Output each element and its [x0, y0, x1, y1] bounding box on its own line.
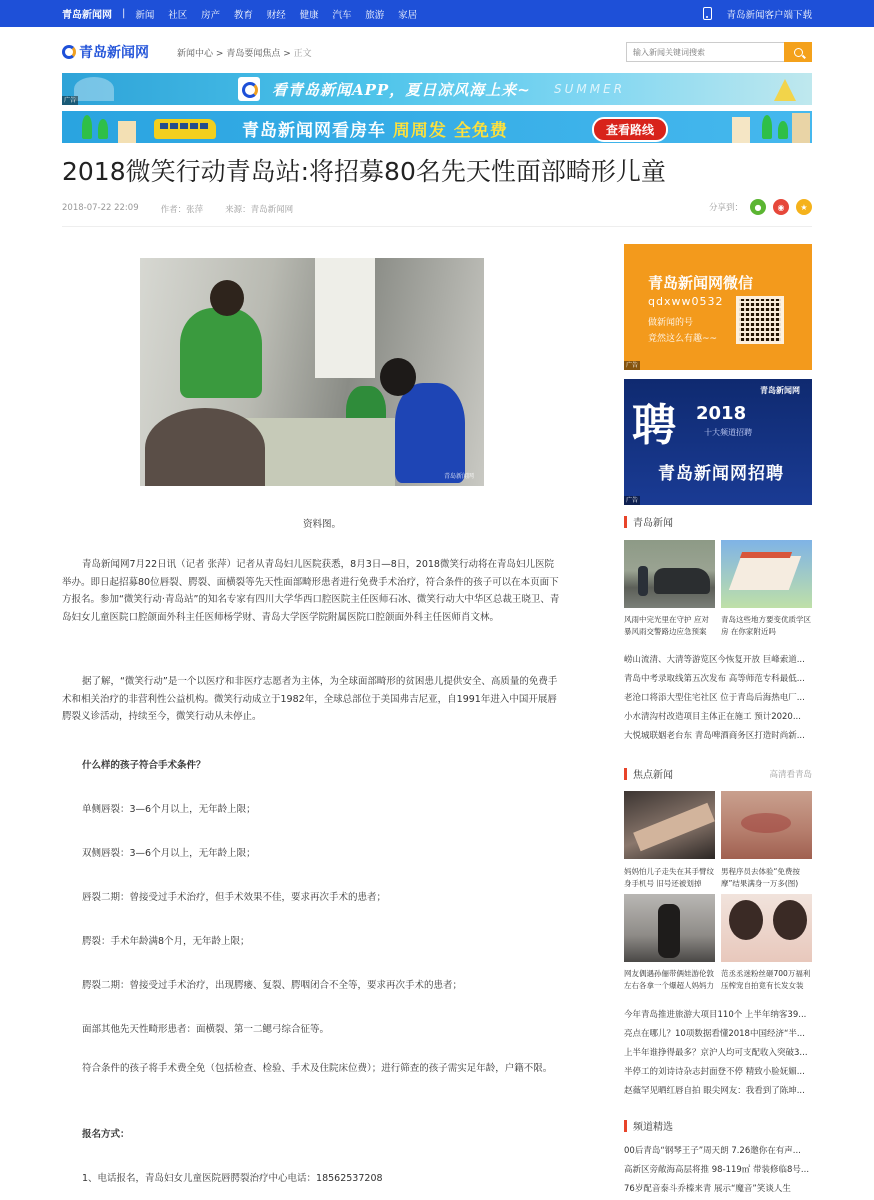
wechat-share-icon[interactable]: ● — [750, 199, 766, 215]
building-shape — [729, 556, 801, 590]
ad-tag: 广告 — [626, 362, 639, 369]
wechat-ad-title: 青岛新闻网微信 — [648, 274, 754, 292]
breadcrumb-sep: > — [215, 48, 224, 59]
article-date: 2018-07-22 22:09 — [62, 203, 139, 213]
list-item[interactable]: 76岁配音泰斗乔榛来青 展示“魔音”笑谈人生 — [624, 1184, 791, 1194]
hair-shape — [729, 900, 763, 940]
house-banner-text-c: 全免费 — [453, 121, 508, 141]
house-car-banner-ad[interactable] — [62, 111, 812, 143]
list-item[interactable]: 亮点在哪儿？10项数据看懂2018中国经济“半... — [624, 1029, 805, 1039]
condition-item: 腭裂：手术年龄满8个月，无年龄上限； — [82, 936, 250, 947]
picks-title: 频道精选 — [633, 1122, 673, 1133]
logo-icon — [62, 45, 76, 59]
search-icon — [794, 48, 803, 57]
list-item[interactable]: 大悦城联姻老台东 青岛啤酒商务区打造时尚新... — [624, 731, 805, 741]
condition-item: 双侧唇裂：3—6个月以上，无年龄上限； — [82, 848, 256, 859]
breadcrumb-news-center[interactable]: 新闻中心 — [177, 48, 214, 59]
top-bar — [0, 0, 874, 27]
signup-phone-line: 1、电话报名，青岛妇女儿童医院唇腭裂治疗中心电话：18562537208 — [82, 1173, 383, 1184]
app-banner-sub: SUMMER — [554, 82, 626, 96]
photo-person — [380, 358, 416, 396]
weibo-share-icon[interactable]: ◉ — [773, 199, 789, 215]
site-logo[interactable] — [62, 42, 149, 62]
logo-text: 青岛新闻网 — [79, 45, 149, 61]
nav-item-auto[interactable]: 汽车 — [332, 9, 352, 21]
condition-item: 腭裂二期：曾接受过手术治疗，出现腭瘘、复裂、腭咽闭合不全等，要求再次手术的患者； — [82, 980, 463, 991]
condition-item: 面部其他先天性畸形患者：面横裂、第一二鳃弓综合征等。 — [82, 1024, 330, 1035]
search-button[interactable] — [784, 42, 812, 62]
thumb-caption[interactable]: 男程序员去体验“免费按摩”结果满身一万多(图) — [721, 867, 800, 888]
phone-icon — [703, 7, 712, 20]
news-thumbnail[interactable] — [721, 894, 812, 962]
list-item[interactable]: 老沧口将添大型住宅社区 位于青岛后海热电厂... — [624, 693, 805, 703]
tree-decoration — [82, 115, 92, 139]
search-box — [626, 42, 812, 62]
article-photo — [140, 258, 484, 486]
list-item[interactable]: 半停工的刘诗诗杂志封面登不停 精致小脸妩媚... — [624, 1067, 805, 1077]
app-download-link[interactable] — [703, 7, 812, 21]
photo-watermark: 青岛新闻网 — [443, 473, 474, 480]
ad-tag: 广告 — [64, 97, 77, 104]
recruit-ad[interactable] — [624, 379, 812, 505]
ad-tag: 广告 — [626, 497, 639, 504]
focus-news-more-link[interactable]: 高清看青岛 — [769, 769, 812, 780]
list-item[interactable]: 今年青岛推进旅游大项目110个 上半年纳客39... — [624, 1010, 807, 1020]
search-input[interactable] — [626, 42, 784, 62]
house-banner-text — [242, 116, 508, 141]
condition-item: 单侧唇裂：3—6个月以上，无年龄上限； — [82, 804, 256, 815]
house-banner-text-b: 周周发 — [392, 121, 447, 141]
wechat-ad-line1: 做新闻的号 — [648, 318, 694, 328]
app-logo-icon — [238, 77, 260, 101]
building-decoration — [118, 121, 136, 143]
photo-person — [180, 308, 262, 398]
photo-doorway — [315, 258, 375, 378]
app-download-label: 青岛新闻客户端下载 — [726, 9, 812, 21]
qd-news-heading — [624, 514, 812, 529]
bus-icon — [154, 119, 216, 139]
view-route-button[interactable]: 查看路线 — [592, 117, 668, 142]
article-author: 作者：张萍 — [160, 205, 204, 215]
wechat-ad-id: qdxww0532 — [648, 295, 724, 308]
list-item[interactable]: 小水清沟村改造项目主体正在施工 预计2020... — [624, 712, 801, 722]
photo-person — [395, 383, 465, 483]
nav-item-education[interactable]: 教育 — [233, 9, 253, 21]
roof-shape — [740, 552, 792, 558]
news-thumbnail[interactable] — [624, 540, 715, 608]
photo-person — [210, 280, 244, 316]
arm-shape — [633, 803, 715, 852]
recruit-ad-big-char: 聘 — [632, 400, 676, 451]
news-thumbnail[interactable] — [721, 540, 812, 608]
photo-caption: 资料图。 — [302, 519, 341, 530]
article-paragraph: 青岛新闻网7月22日讯（记者 张萍）记者从青岛妇儿医院获悉，8月3日—8日，2018微笑行动将在青岛妇儿医院举办。即日起招募80位唇裂、腭裂、面横裂等先天性面部畸形患者进行免费手术治疗，符合条件的孩子可以在本页面下方报名。参加“微笑行动·青岛站”的知名专家有四川大学华西口腔医院主任医师石冰、微笑行动大中华区总裁王晓卫、青岛妇女儿童医院口腔颌面外科主任医师杨学财、青岛大学医学院附属医院口腔颌面外科主任医师肖文林。 — [62, 559, 560, 623]
list-item[interactable]: 崂山流清、大清等游览区今恢复开放 巨峰索道... — [624, 655, 805, 665]
news-thumbnail[interactable] — [624, 791, 715, 859]
tree-decoration — [762, 115, 772, 139]
news-thumbnail[interactable] — [624, 894, 715, 962]
header — [62, 38, 812, 66]
breadcrumb-sep: > — [283, 48, 291, 59]
hair-shape — [773, 900, 807, 940]
focus-news-heading — [624, 766, 812, 781]
person-shape — [658, 904, 680, 958]
thumb-caption[interactable]: 网友偶遇孙俪带俩娃游伦敦 左右各拿一个爆超人妈妈力 — [624, 969, 714, 990]
qr-code-icon — [736, 296, 784, 344]
picks-list — [624, 1142, 812, 1199]
building-decoration — [732, 117, 750, 143]
qd-news-title: 青岛新闻 — [633, 518, 673, 529]
building-decoration — [792, 113, 810, 143]
nav-item-news[interactable]: 新闻 — [135, 9, 155, 21]
app-banner-ad[interactable] — [62, 73, 812, 105]
breadcrumb-focus[interactable]: 青岛要闻焦点 — [226, 48, 281, 59]
list-item[interactable]: 高新区旁敞海高层将推 98-119㎡ 带装修临8号... — [624, 1165, 810, 1175]
conditions-heading: 什么样的孩子符合手术条件？ — [82, 760, 206, 771]
signup-heading: 报名方式： — [82, 1129, 130, 1140]
wechat-ad-line2: 竟然这么有趣~~ — [648, 334, 718, 344]
picks-heading — [624, 1118, 812, 1133]
nav-item-home[interactable]: 家居 — [398, 9, 418, 21]
app-banner-text: 看青岛新闻APP，夏日凉风海上来~ — [272, 81, 531, 99]
article-paragraph: 据了解，“微笑行动”是一个以医疗和非医疗志愿者为主体，为全球面部畸形的贫困患儿提供安全、高质量的免费手术和相关治疗的非营利性公益机构。微笑行动成立于1982年，全球总部位于美国弗吉尼亚，自1991年进入中国开展唇腭裂义诊活动，持续至今，微笑行动从未停止。 — [62, 676, 558, 722]
fee-paragraph: 符合条件的孩子将手术费全免（包括检查、检验、手术及住院床位费）；进行筛查的孩子需实足年龄，户籍不限。 — [82, 1063, 553, 1074]
bruise-shape — [741, 813, 791, 833]
article-title: 2018微笑行动青岛站:将招募80名先天性面部畸形儿童 — [62, 157, 666, 186]
top-nav — [135, 7, 427, 21]
list-item[interactable]: 上半年谁挣得最多？京沪人均可支配收入突破3... — [624, 1048, 808, 1058]
thumb-caption[interactable]: 风雨中完光里在守护 应对暴风雨交警路边应急预案 — [624, 615, 709, 636]
sailboat-icon — [774, 79, 796, 101]
tree-decoration — [778, 121, 788, 139]
nav-item-travel[interactable]: 旅游 — [365, 9, 385, 21]
cloud-decoration — [74, 77, 114, 101]
nav-item-health[interactable]: 健康 — [299, 9, 319, 21]
tree-decoration — [98, 119, 108, 139]
house-banner-text-a: 青岛新闻网看房车 — [242, 121, 386, 141]
article-meta — [62, 203, 293, 215]
top-brand-link[interactable]: 青岛新闻网 — [62, 10, 112, 21]
condition-item: 唇裂二期：曾接受过手术治疗，但手术效果不佳，要求再次手术的患者； — [82, 892, 387, 903]
share-label: 分享到： — [708, 203, 743, 213]
recruit-ad-year: 2018 — [696, 403, 747, 424]
focus-news-title: 焦点新闻 — [633, 770, 673, 781]
wechat-ad-slogan — [648, 315, 717, 347]
nav-item-house[interactable]: 房产 — [201, 9, 221, 21]
photo-person — [145, 408, 265, 486]
article-source: 来源：青岛新闻网 — [225, 205, 294, 215]
list-item[interactable]: 赵薇罕见晒红唇自拍 眼尖网友：我看到了陈坤... — [624, 1086, 805, 1096]
list-item[interactable]: 00后青岛“钢琴王子”周天朗 7.26邀你在有声... — [624, 1146, 801, 1156]
qd-news-list — [624, 651, 812, 746]
recruit-ad-text: 青岛新闻网招聘 — [658, 464, 784, 484]
thumb-caption[interactable]: 妈妈怕儿子走失在其手臂纹身手机号 旧号还被划掉 — [624, 867, 714, 888]
recruit-ad-sub: 十大频道招聘 — [704, 428, 752, 437]
share-bar — [709, 199, 812, 215]
top-separator: | — [122, 8, 126, 19]
thumb-caption[interactable]: 范丞丞迷粉丝砸700万福利 压榨宠自拍竟有长发女装 — [721, 969, 811, 990]
list-item[interactable]: 青岛中考录取线第五次发布 高等师范专科最低... — [624, 674, 805, 684]
breadcrumb — [177, 46, 312, 59]
recruit-ad-logo: 青岛新闻网 — [760, 386, 800, 395]
person-shape — [638, 566, 648, 596]
title-divider — [62, 226, 812, 227]
thumb-caption[interactable]: 青岛这些地方要变优质学区房 在你家附近吗 — [721, 615, 811, 636]
news-thumbnail[interactable] — [721, 791, 812, 859]
car-shape — [654, 568, 710, 594]
wechat-ad[interactable] — [624, 244, 812, 370]
breadcrumb-current: 正文 — [293, 48, 312, 59]
nav-item-finance[interactable]: 财经 — [266, 9, 286, 21]
favorite-star-icon[interactable]: ★ — [796, 199, 812, 215]
focus-news-list — [624, 1006, 812, 1101]
nav-item-community[interactable]: 社区 — [168, 9, 188, 21]
